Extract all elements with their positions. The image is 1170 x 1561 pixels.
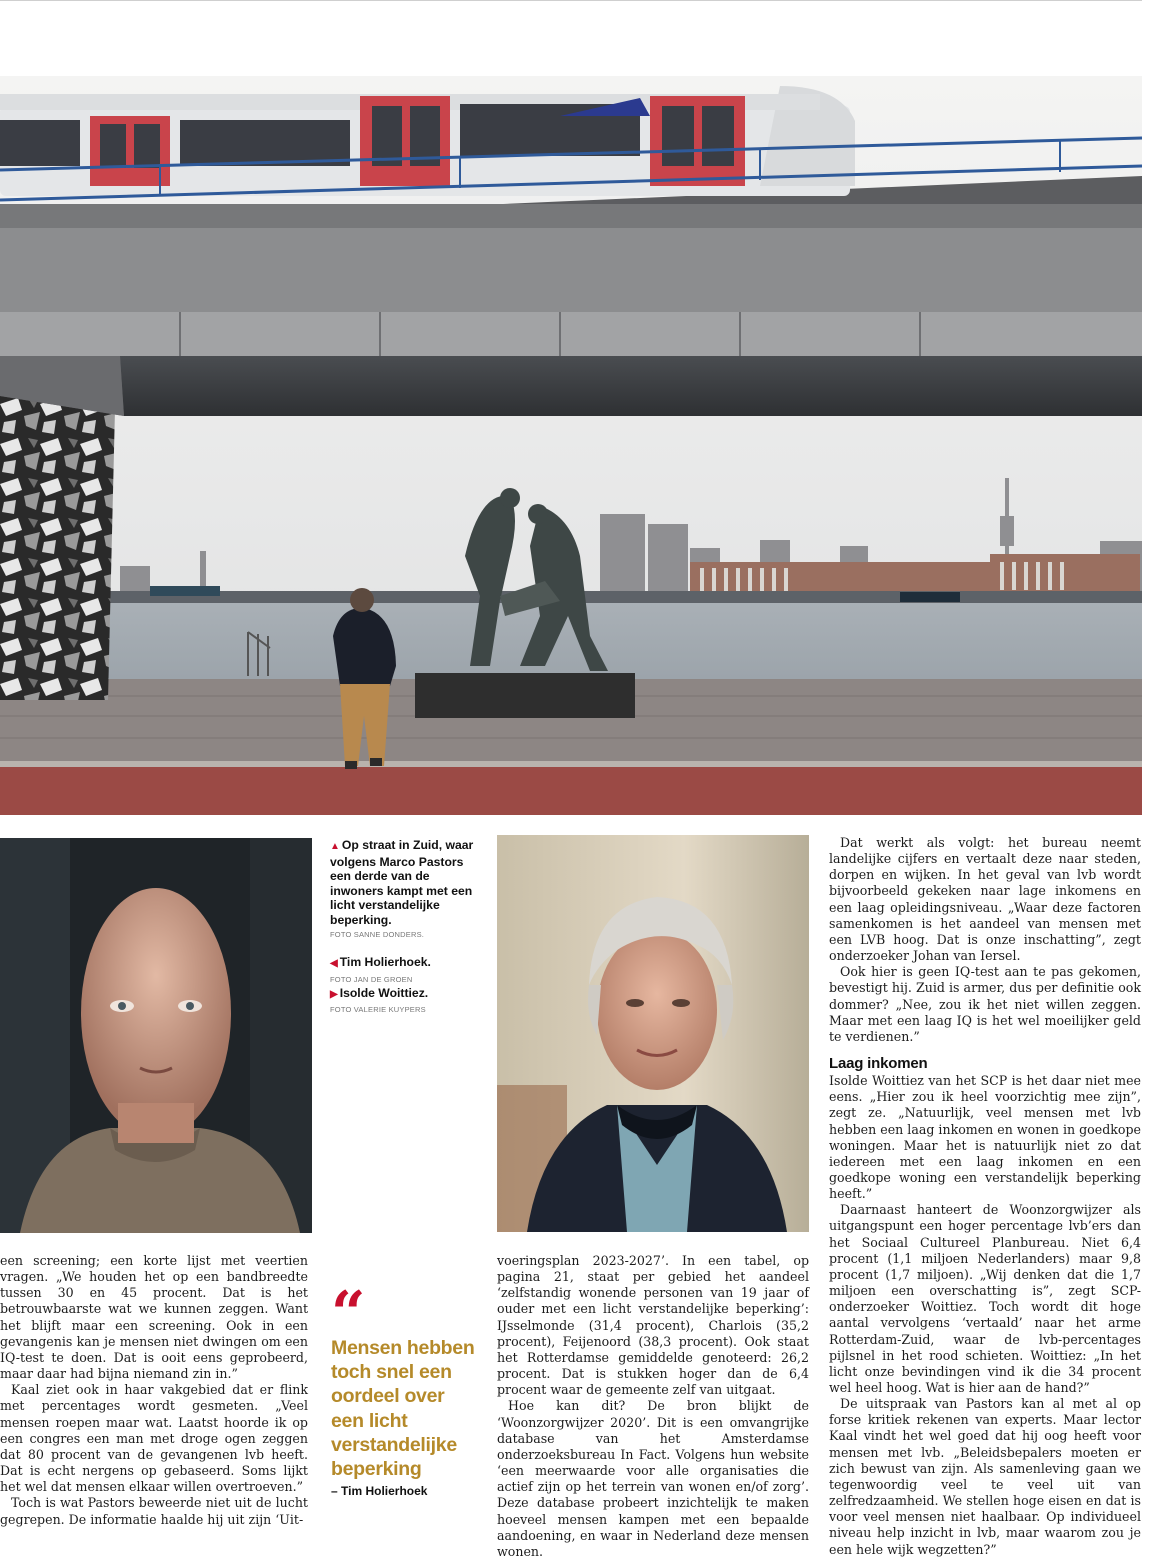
- main-photo-credit: FOTO SANNE DONDERS.: [330, 930, 425, 939]
- pull-quote-attribution: – Tim Holierhoek: [331, 1484, 428, 1499]
- paragraph: Isolde Woittiez van het SCP is het daar niet mee eens. „Hier zou ik heel voorzichtig mee zijn”, zegt ze. „Natuurlijk, veel mensen met lvb hebben een laag inkomen en wonen in goedkope woningen. Maar het is natuurlijk niet zo dat iedereen met een laag inkomen en een goedkope woning een verstandelijk beperking heeft.”: [829, 1073, 1141, 1202]
- top-rule: [0, 0, 1142, 1]
- paragraph: De uitspraak van Pastors kan al met al op forse kritiek rekenen van experts. Maar lector Kaal vindt het wel goed dat hij oog heeft voor mensen met lvb. „Beleidsbepalers moeten er zich bewust van zijn. Als samenleving gaan we tegenwoordig veel te veel uit van zelfredzaamheid. We stellen hoge eisen en dat is voor veel mensen niet haalbaar. Op individueel niveau help inzicht in lvb, maar waarom zou je een hele wijk wegzetten?”: [829, 1396, 1141, 1557]
- caption-block: [330, 838, 480, 1014]
- portrait-isolde-woittiez: [497, 835, 809, 1232]
- triangle-right-icon: ▶: [330, 988, 338, 1000]
- left-portrait-credit: FOTO JAN DE GROEN: [330, 974, 413, 984]
- main-photo-caption: ▲ Op straat in Zuid, waar volgens Marco Pastors een derde van de inwoners kampt met een licht verstandelijke beperking.: [330, 838, 474, 927]
- left-portrait-caption: ◀ Tim Holierhoek.: [330, 955, 431, 969]
- triangle-left-icon: ◀: [330, 958, 338, 969]
- portrait-tim-holierhoek: [0, 838, 312, 1233]
- paragraph: Hoe kan dit? De bron blijkt de ‘Woonzorgwijzer 2020’. Dit is een omvangrijke database van het Amsterdamse onderzoeksbureau In Fact. Volgens hun website ‘een meerwaarde voor alle organisaties die actief zijn op het terrein van wonen en/of zorg’. Deze database probeert inzichtelijk te maken hoeveel mensen kampen met een bepaalde aandoening, en waar in Nederland deze mensen wonen.: [497, 1398, 809, 1559]
- triangle-up-icon: ▲: [330, 841, 340, 852]
- paragraph: Toch is wat Pastors beweerde niet uit de lucht gegrepen. De informatie haalde hij uit zijn ‘Uit-: [0, 1495, 308, 1527]
- right-portrait-credit: FOTO VALERIE KUYPERS: [330, 1005, 426, 1014]
- article-column-3: [497, 1253, 809, 1560]
- subheading: Laag inkomen: [829, 1055, 928, 1073]
- paragraph: Dat werkt als volgt: het bureau neemt landelijke cijfers en vertaalt deze naar steden, dorpen en wijken. In het geval van lvb wordt bijvoorbeeld gekeken naar lage inkomens en een laag opleidingsniveau. „Waar deze factoren samenkomen is het aandeel van mensen met een LVB hoog. Dat is onze inschatting”, zegt onderzoeker Johan van Iersel.: [829, 835, 1141, 964]
- paragraph: Ook hier is geen IQ-test aan te pas gekomen, bevestigt hij. Zuid is armer, dus per definitie ook dommer? „Nee, zou ik het niet willen zeggen. Maar met een laag IQ is het wel moeilijker geld te verdienen.”: [829, 964, 1141, 1044]
- quote-mark-icon: “: [331, 1279, 360, 1349]
- article-column-1: [0, 1253, 308, 1528]
- paragraph: Daarnaast hanteert de Woonzorgwijzer als uitgangspunt een hoger percentage lvb’ers dan het Sociaal Cultureel Planbureau. Niet 6,4 procent (1,1 miljoen Nederlanders) maar 9,8 procent (1,7 miljoen). „Wij denken dat die 1,7 miljoen een overschatting is”, zegt SCP-onderzoeker Woittiez. Toch wordt dit hoge aantal vervolgens ‘vertaald’ naar het arme Rotterdam-Zuid, waar de lvb-percentages pijlsnel in het rood schieten. Woittiez: „In het licht onze bevindingen vind ik die 34 procent wel heel hoog. Wat is hier aan de hand?”: [829, 1202, 1141, 1395]
- paragraph: voeringsplan 2023-2027’. In een tabel, op pagina 21, staat per gebied het aandeel ‘zelfstandig wonende personen van 19 jaar of ouder met een licht verstandelijke beperking’: IJsselmonde (31,4 procent), Charlois (35,2 procent), Feijenoord (38,3 procent). Ook staat het Rotterdamse gemiddelde genoteerd: 26,2 procent. Dat is stukken hoger dan de 6,4 procent waar de gemeente zelf van uitgaat.: [497, 1253, 809, 1398]
- pull-quote: [331, 1279, 481, 1499]
- article-column-4: [829, 835, 1141, 1558]
- paragraph: een screening; een korte lijst met veertien vragen. „We houden het op een bandbreedte tussen 30 en 45 procent. Dat is het betrouwbaarste wat we kunnen zeggen. Want het blijft maar een screening. Ook in een gevangenis kan je mensen niet dwingen om een IQ-test te doen. Dat is ooit eens geprobeerd, maar daar had bijna niemand zin in.”: [0, 1253, 308, 1382]
- main-photo-metro-bridge-statue: [0, 76, 1142, 815]
- pull-quote-text: Mensen hebben toch snel een oordeel over een licht verstandelijke beperking: [331, 1337, 475, 1481]
- paragraph: Kaal ziet ook in haar vakgebied dat er flink met percentages wordt gesmeten. „Veel mensen roepen maar wat. Laatst hoorde ik op een congres een man met droge ogen zeggen dat 80 procent van de gevangenen lvb heeft. Dat is echt nergens op gebaseerd. Soms lijkt het wel dat mensen elkaar willen overtroeven.”: [0, 1382, 308, 1495]
- right-portrait-caption: ▶ Isolde Woittiez.: [330, 985, 429, 1000]
